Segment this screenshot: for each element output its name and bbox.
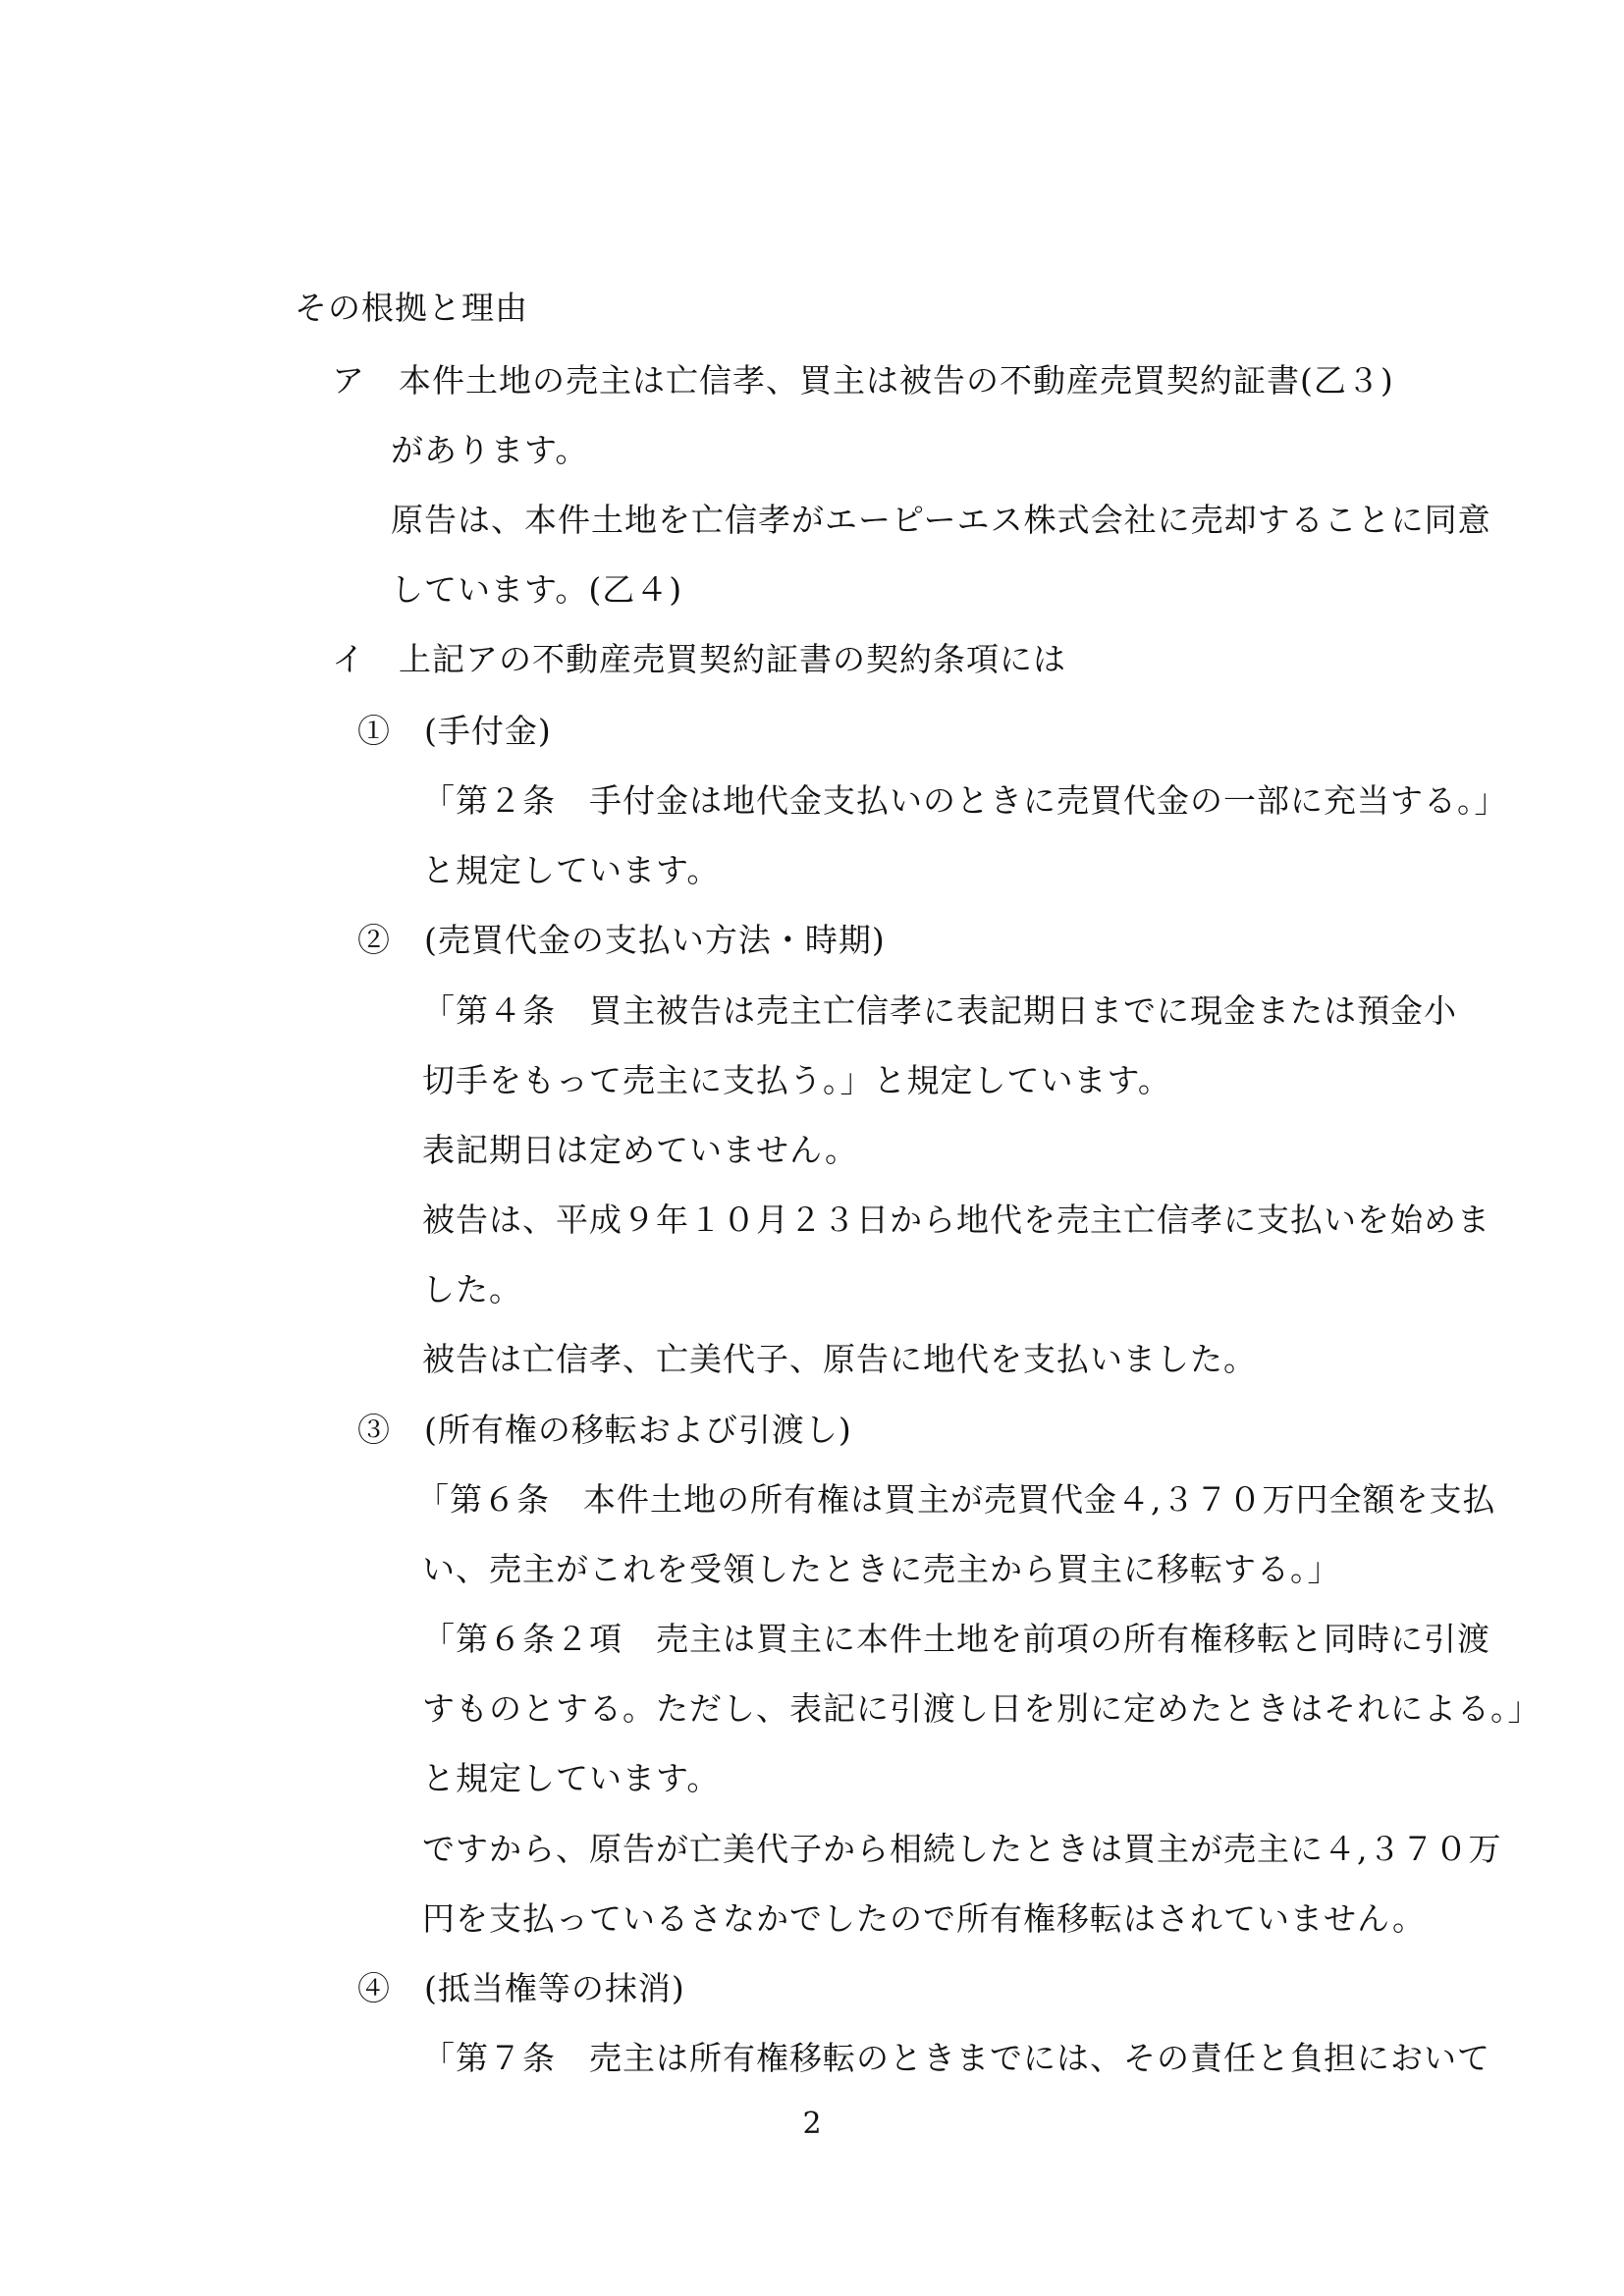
text-line: した。 bbox=[422, 1270, 522, 1308]
text-line: 「第２条 手付金は地代金支払いのときに売買代金の一部に充当する。」 bbox=[422, 781, 1508, 820]
text-line-subitem-4: ④ (抵当権等の抹消) bbox=[357, 1969, 685, 2007]
text-line: しています。(乙４) bbox=[391, 570, 683, 609]
text-line: 「第６条 本件土地の所有権は買主が売買代金４,３７０万円全額を支払 bbox=[416, 1480, 1496, 1519]
text-line: 「第４条 買主被告は売主亡信孝に表記期日までに現金または預金小 bbox=[422, 991, 1457, 1030]
text-line: 「第６条２項 売主は買主に本件土地を前項の所有権移転と同時に引渡 bbox=[422, 1620, 1490, 1658]
text-line: と規定しています。 bbox=[422, 1759, 721, 1797]
text-line-item-a: ア 本件土地の売主は亡信孝、買主は被告の不動産売買契約証書(乙３) bbox=[332, 361, 1394, 400]
text-line: があります。 bbox=[391, 431, 589, 469]
page-number: 2 bbox=[802, 2107, 822, 2141]
text-line-subitem-1: ① (手付金) bbox=[357, 712, 552, 750]
text-line-subitem-2: ② (売買代金の支払い方法・時期) bbox=[357, 921, 886, 959]
text-line-item-i: イ 上記アの不動産売買契約証書の契約条項には bbox=[332, 640, 1066, 678]
text-line: い、売主がこれを受領したときに売主から買主に移転する。」 bbox=[422, 1550, 1341, 1588]
text-line: と規定しています。 bbox=[422, 851, 721, 889]
text-line: 被告は亡信孝、亡美代子、原告に地代を支払いました。 bbox=[422, 1340, 1257, 1378]
text-line: 表記期日は定めていません。 bbox=[422, 1131, 858, 1169]
text-line: 被告は、平成９年１０月２３日から地代を売主亡信孝に支払いを始めま bbox=[422, 1201, 1490, 1239]
text-line: 原告は、本件土地を亡信孝がエーピーエス株式会社に売却することに同意 bbox=[391, 501, 1491, 539]
text-line: すものとする。ただし、表記に引渡し日を別に定めたときはそれによる。」 bbox=[422, 1689, 1542, 1728]
text-line: 切手をもって売主に支払う。」と規定しています。 bbox=[422, 1061, 1171, 1099]
text-line: 円を支払っているさなかでしたので所有権移転はされていません。 bbox=[422, 1899, 1426, 1938]
text-line: ですから、原告が亡美代子から相続したときは買主が売主に４,３７０万 bbox=[422, 1830, 1502, 1868]
text-line: 「第７条 売主は所有権移転のときまでには、その責任と負担において bbox=[422, 2039, 1490, 2077]
text-line-section-heading: その根拠と理由 bbox=[295, 289, 528, 327]
text-line-subitem-3: ③ (所有権の移転および引渡し) bbox=[357, 1411, 852, 1449]
